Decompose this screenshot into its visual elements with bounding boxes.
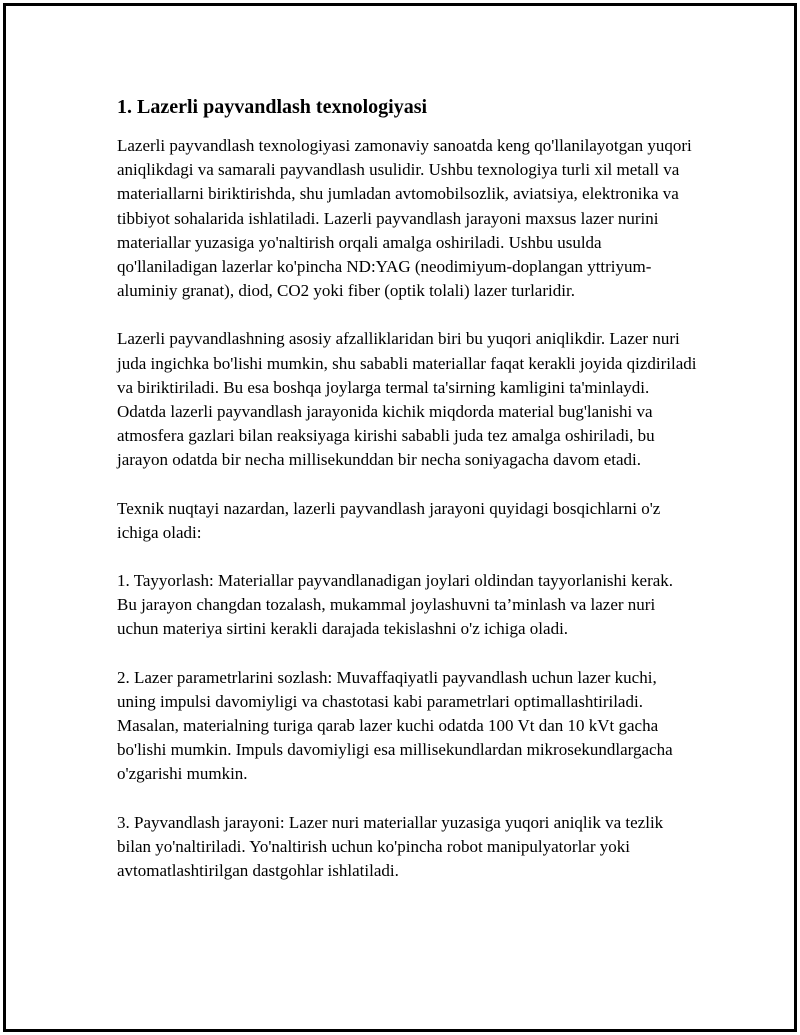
paragraph-stages-intro: Texnik nuqtayi nazardan, lazerli payvandlash jarayoni quyidagi bosqichlarni o'z ichiga oladi: (117, 498, 661, 542)
document-title: 1. Lazerli payvandlash texnologiyasi (117, 96, 428, 118)
paragraph-step-3: 3. Payvandlash jarayoni: Lazer nuri materiallar yuzasiga yuqori aniqlik va tezlik bilan yo'naltiriladi. Yo'naltirish uchun ko'pincha robot manipulyatorlar yoki avtomatlashtirilgan dastgohlar ishlatiladi. (117, 812, 664, 881)
document-body (117, 94, 697, 907)
paragraph-step-1: 1. Tayyorlash: Materiallar payvandlanadigan joylari oldindan tayyorlanishi kerak. Bu jarayon changdan tozalash, mukammal joylashuvni ta’minlash va lazer nuri uchun materiya sirtini kerakli darajada tekislashni o'z ichiga oladi. (117, 571, 674, 639)
paragraph-intro: Lazerli payvandlash texnologiyasi zamonaviy sanoatda keng qo'llanilayotgan yuqori aniqlikdagi va samarali payvandlash usulidir. Ushbu texnologiya turli xil metall va materiallarni biriktirishda, shu jumladan avtomobilsozlik, aviatsiya, elektronika va tibbiyot sohalarida ishlatiladi. Lazerli payvandlash jarayoni maxsus lazer nurini materiallar yuzasiga yo'naltirish orqali amalga oshiriladi. Ushbu usulda qo'llaniladigan lazerlar ko'pincha ND:YAG (neodimiyum-doplangan yttriyum-aluminiy granat), diod, CO2 yoki fiber (optik tolali) lazer turlaridir. (117, 136, 692, 301)
paragraph-advantages: Lazerli payvandlashning asosiy afzalliklaridan biri bu yuqori aniqlikdir. Lazer nuri juda ingichka bo'lishi mumkin, shu sababli materiallar faqat kerakli joyida qizdiriladi va biriktiriladi. Bu esa boshqa joylarga termal ta'sirning kamligini ta'minlaydi. Odatda lazerli payvandlash jarayonida kichik miqdorda material bug'lanishi va atmosfera gazlari bilan reaksiyaga kirishi sababli juda tez amalga oshiriladi, bu jarayon odatda bir necha millisekunddan bir necha soniyagacha davom etadi. (117, 329, 697, 470)
paragraph-step-2: 2. Lazer parametrlarini sozlash: Muvaffaqiyatli payvandlash uchun lazer kuchi, uning impulsi davomiyligi va chastotasi kabi parametrlari optimallashtiriladi. Masalan, materialning turiga qarab lazer kuchi odatda 100 Vt dan 10 kVt gacha bo'lishi mumkin. Impuls davomiyligi esa millisekundlardan mikrosekundlargacha o'zgarishi mumkin. (117, 667, 673, 784)
